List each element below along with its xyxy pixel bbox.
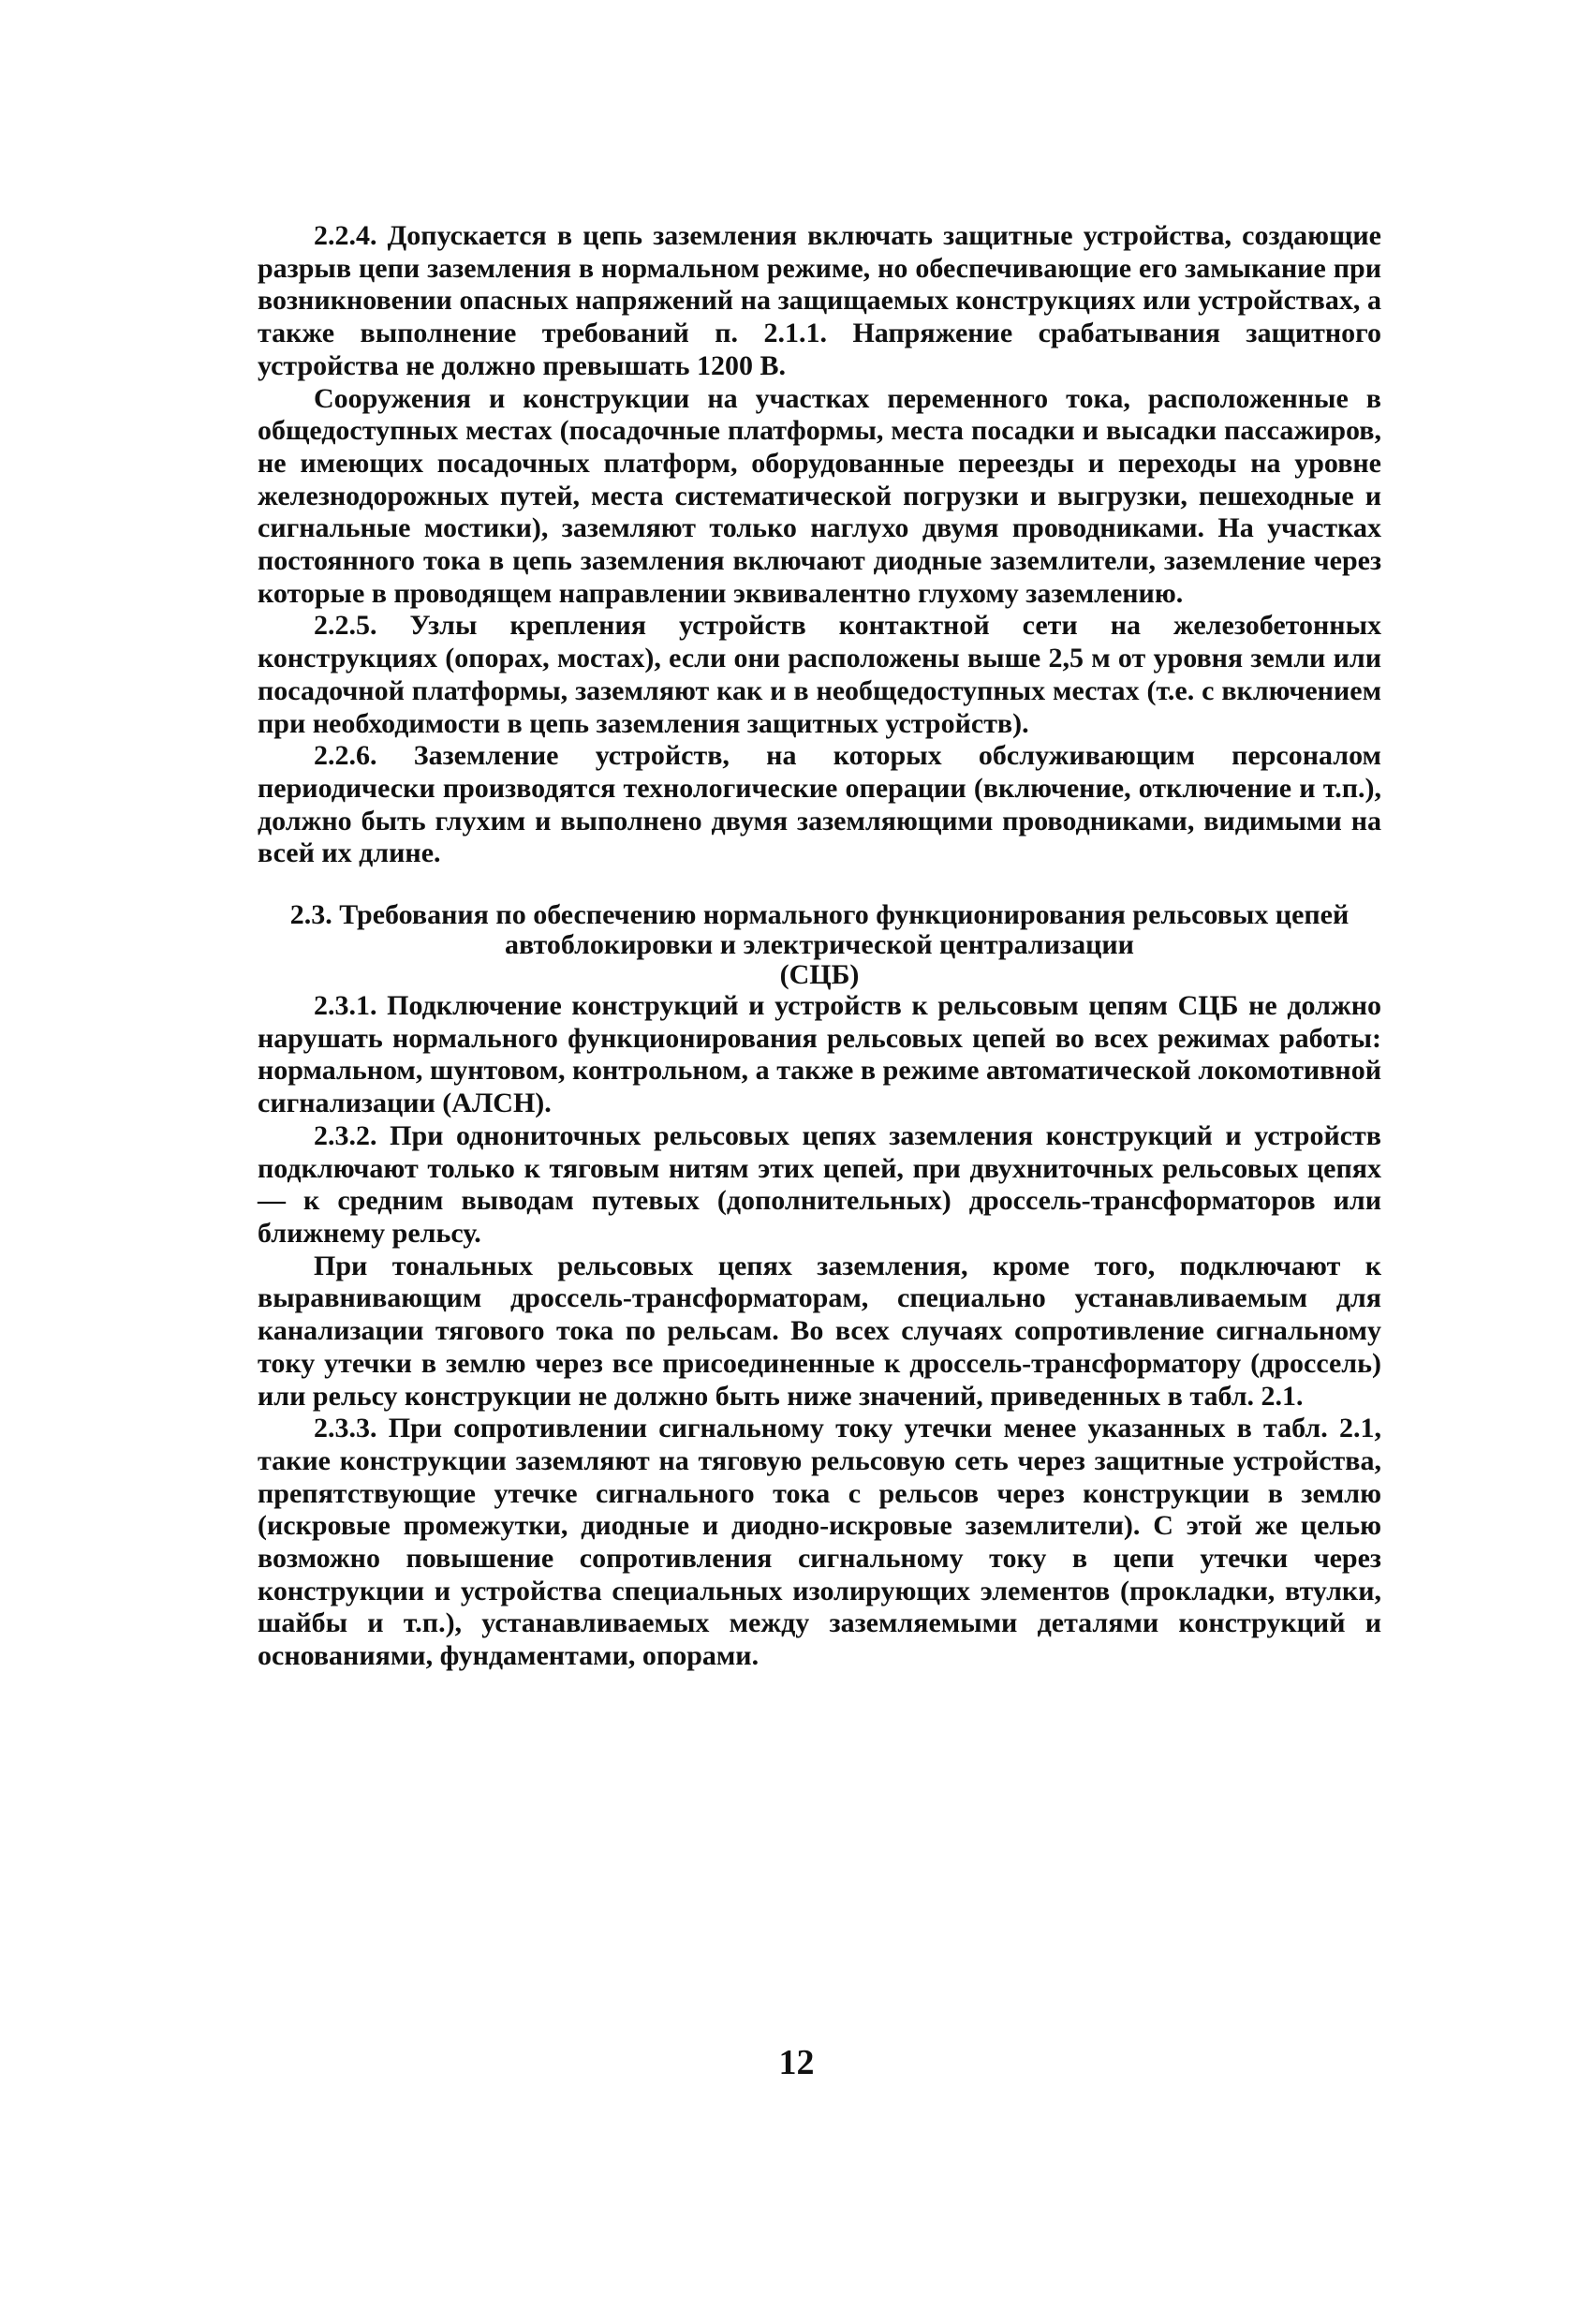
paragraph-2-3-2: 2.3.2. При однониточных рельсовых цепях заземления конструкций и устройств подключают только к тяговым нитям этих цепей, при двухниточных рельсовых цепях — к средним выводам путевых (дополнительных) дроссель-трансформаторов или ближнему рельсу. xyxy=(258,1119,1381,1249)
section-heading-abbrev: (СЦБ) xyxy=(779,959,860,991)
section-heading-2-3 xyxy=(258,900,1381,990)
section-heading-title: 2.3. Требования по обеспечению нормального функционирования рельсовых цепей автоблокировки и электрической централизации xyxy=(289,899,1350,961)
paragraph-2-2-5: 2.2.5. Узлы крепления устройств контактной сети на железобетонных конструкциях (опорах, мостах), если они расположены выше 2,5 м от уровня земли или посадочной платформы, заземляют как и в необщедоступных местах (т.е. с включением при необходимости в цепь заземления защитных устройств). xyxy=(258,610,1381,739)
paragraph-ac-structures: Сооружения и конструкции на участках переменного тока, расположенные в общедоступных местах (посадочные платформы, места посадки и высадки пассажиров, не имеющих посадочных платформ, оборудованные переезды и переходы на уровне железнодорожных путей, места систематической погрузки и выгрузки, пешеходные и сигнальные мостики), заземляют только наглухо двумя проводниками. На участках постоянного тока в цепь заземления включают диодные заземлители, заземление через которые в проводящем направлении эквивалентно глухому заземлению. xyxy=(258,382,1381,609)
paragraph-2-2-6: 2.2.6. Заземление устройств, на которых обслуживающим персоналом периодически производятся технологические операции (включение, отключение и т.п.), должно быть глухим и выполнено двумя заземляющими проводниками, видимыми на всей их длине. xyxy=(258,740,1381,869)
paragraph-tonal-circuits: При тональных рельсовых цепях заземления, кроме того, подключают к выравнивающим дроссель-трансформаторам, специально устанавливаемым для канализации тягового тока по рельсам. Во всех случаях сопротивление сигнальному току утечки в землю через все присоединенные к дроссель-трансформатору (дроссель) или рельсу конструкции не должно быть ниже значений, приведенных в табл. 2.1. xyxy=(258,1250,1381,1412)
paragraph-2-3-1: 2.3.1. Подключение конструкций и устройств к рельсовым цепям СЦБ не должно нарушать нормального функционирования рельсовых цепей во всех режимах работы: нормальном, шунтовом, контрольном, а также в режиме автоматической локомотивной сигнализации (АЛСН). xyxy=(258,990,1381,1119)
paragraph-2-2-4: 2.2.4. Допускается в цепь заземления включать защитные устройства, создающие разрыв цепи заземления в нормальном режиме, но обеспечивающие его замыкание при возникновении опасных напряжений на защищаемых конструкциях или устройствах, а также выполнение требований п. 2.1.1. Напряжение срабатывания защитного устройства не должно превышать 1200 В. xyxy=(258,220,1381,381)
page-number: 12 xyxy=(778,2043,815,2082)
page-body xyxy=(258,220,1381,1673)
paragraph-2-3-3: 2.3.3. При сопротивлении сигнальному току утечки менее указанных в табл. 2.1, такие конструкции заземляют на тяговую рельсовую сеть через защитные устройства, препятствующие утечке сигнального тока с рельсов через конструкции в землю (искровые промежутки, диодные и диодно-искровые заземлители). С этой же целью возможно повышение сопротивления сигнальному току в цепи утечки через конструкции и устройства специальных изолирующих элементов (прокладки, втулки, шайбы и т.п.), устанавливаемых между заземляемыми деталями конструкций и основаниями, фундаментами, опорами. xyxy=(258,1413,1381,1672)
